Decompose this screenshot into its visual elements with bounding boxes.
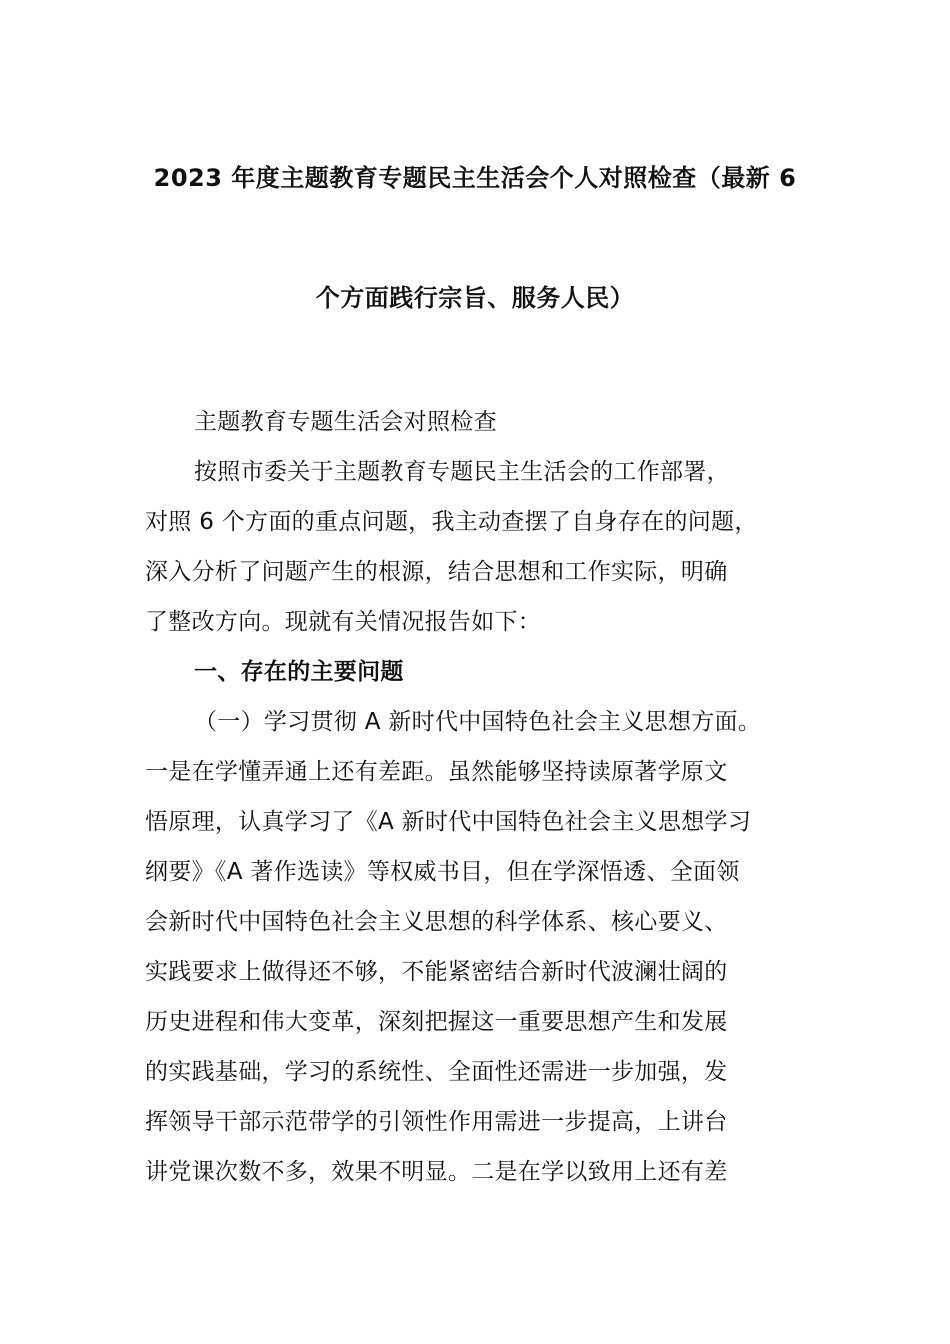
body-line: 的实践基础，学习的系统性、全面性还需进一步加强，发 [145,1059,728,1085]
document-title-line-2: 个方面践行宗旨、服务人民） [315,284,635,312]
body-line: 历史进程和伟大变革，深刻把握这一重要思想产生和发展 [145,1009,728,1035]
body-line: 会新时代中国特色社会主义思想的科学体系、核心要义、 [145,909,728,935]
body-line: 悟原理，认真学习了《A 新时代中国特色社会主义思想学习 [145,809,752,835]
intro-line: 深入分析了问题产生的根源，结合思想和工作实际，明确 [145,559,728,585]
document-subtitle: 主题教育专题生活会对照检查 [194,409,497,435]
body-line: （一）学习贯彻 A 新时代中国特色社会主义思想方面。 [194,709,762,735]
body-line: 实践要求上做得还不够，不能紧密结合新时代波澜壮阔的 [145,959,728,985]
section-heading: 一、存在的主要问题 [194,659,404,685]
body-line: 挥领导干部示范带学的引领性作用需进一步提高，上讲台 [145,1109,728,1135]
intro-line: 了整改方向。现就有关情况报告如下： [145,609,542,635]
intro-line: 对照 6 个方面的重点问题，我主动查摆了自身存在的问题， [145,509,758,535]
body-line: 纲要》《A 著作选读》等权威书目，但在学深悟透、全面领 [145,859,740,885]
document-title-line-1: 2023 年度主题教育专题民主生活会个人对照检查（最新 6 [153,164,797,192]
intro-line: 按照市委关于主题教育专题民主生活会的工作部署， [194,459,730,485]
body-line: 一是在学懂弄通上还有差距。虽然能够坚持读原著学原文 [145,759,728,785]
body-line: 讲党课次数不多，效果不明显。二是在学以致用上还有差 [145,1159,728,1185]
